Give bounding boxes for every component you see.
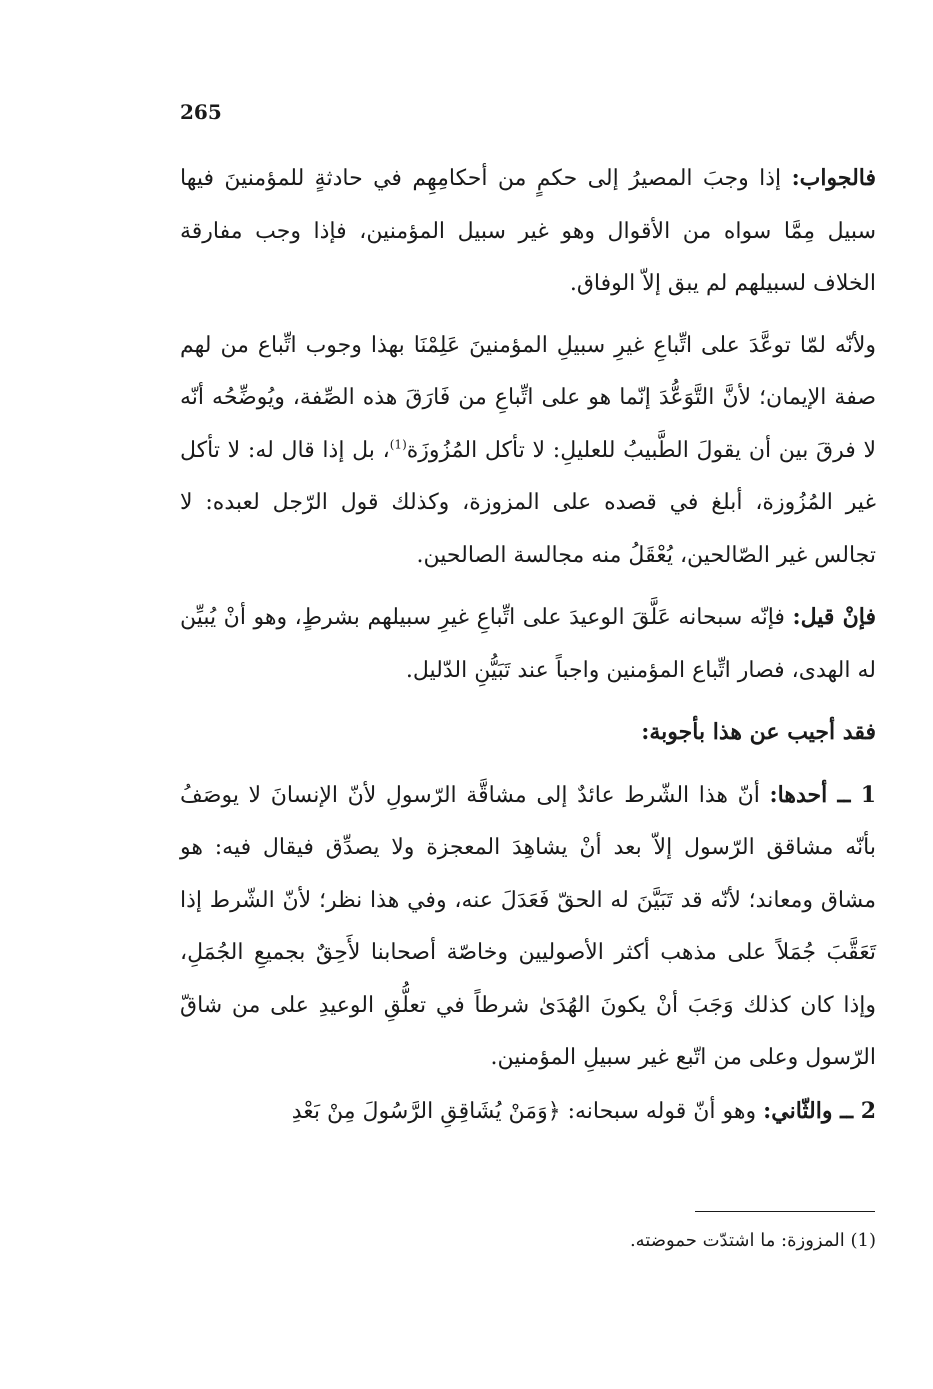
paragraph-first-answer [180,769,876,1085]
page-number: 265 [180,100,222,124]
paragraph-answers-heading [180,706,876,760]
paragraph-answer [180,152,876,311]
paragraph-threat [180,320,876,583]
paragraph-label: 1 ــ أحدها: [769,781,876,808]
paragraph-text: فإنّه سبحانه عَلَّقَ الوعيدَ على اتِّباعِ غيرِ سبيلهم بشرطٍ، وهو أنْ يُبيِّن له الهدى، فصار اتِّباع المؤمنين واجباً عند تَبَيُّنِ الدّليل. [180,605,876,683]
paragraph-label: فإنْ قيل: [792,604,876,630]
paragraph-objection [180,591,876,697]
paragraph-label: فالجواب: [791,165,876,191]
body-text [180,152,876,1138]
paragraph-text: ولأنّه لمّا توعَّدَ على اتِّباعِ غيرِ سبيلِ المؤمنينَ عَلِمْنَا بهذا وجوب اتِّباع من لهم صفة الإيمان؛ لأنَّ التَّوَعُّدَ إنّما هو على اتِّباعِ من فَارَقَ هذه الصِّفة، ويُوضِّحُه أنّه لا فرقَ بين أن يقولَ الطَّبيبُ للعليلِ: لا تأكل المُزُوزَة [180,332,876,463]
paragraph-text: أنّ هذا الشّرط عائدٌ إلى مشاقَّة الرّسولِ لأنّ الإنسانَ لا يوصَفُ بأنّه مشاقق الرّسول إلاّ بعد أنْ يشاهِدَ المعجزة ولا يصدِّق فيقال فيه: هو مشاق ومعاند؛ لأنّه قد تَبَيَّنَ له الحقّ فَعَدَلَ عنه، وفي هذا نظر؛ لأنّ الشّرط إذا تَعَقَّبَ جُمَلاً على مذهب أكثر الأصوليين وخاصّة أصحابنا لأَحِقٌ بجميعِ الجُمَلِ، وإذا كان كذلك وَجَبَ أنْ يكونَ الهُدَىٰ شرطاً في تعلُّقِ الوعيدِ على من شاقّ الرّسول وعلى من اتّبع غير سبيلِ المؤمنين. [180,782,876,1070]
paragraph-text-continued: ، بل إذا قال له: لا تأكل غير المُزُوزة، أبلغ في قصده على المزوزة، وكذلك قول الرّجل لعبده: لا تجالس غير الصّالحين، يُعْقَلُ منه مجالسة الصالحين. [180,437,876,568]
footnote-reference[interactable]: (1) [389,437,407,452]
paragraph-second-answer [180,1085,876,1139]
paragraph-label: 2 ــ والثّاني: [763,1097,876,1124]
footnote-divider [695,1211,875,1212]
footnote: (1) المزوزة: ما اشتدّت حموضته. [629,1230,876,1251]
paragraph-text: إذا وجبَ المصيرُ إلى حكمٍ من أحكامِهِم في حادثةٍ للمؤمنينَ فيها سبيل مِمَّا سواه من الأقوال وهو غير سبيل المؤمنين، فإذا وجب مفارقة الخلاف لسبيلهم لم يبق إلاّ الوفاق. [180,166,876,296]
paragraph-label: فقد أجيب عن هذا بأجوبة: [641,719,876,745]
paragraph-text: وهو أنّ قوله سبحانه: ﴿وَمَنْ يُشَاقِقِ الرَّسُولَ مِنْ بَعْدِ [291,1098,764,1124]
